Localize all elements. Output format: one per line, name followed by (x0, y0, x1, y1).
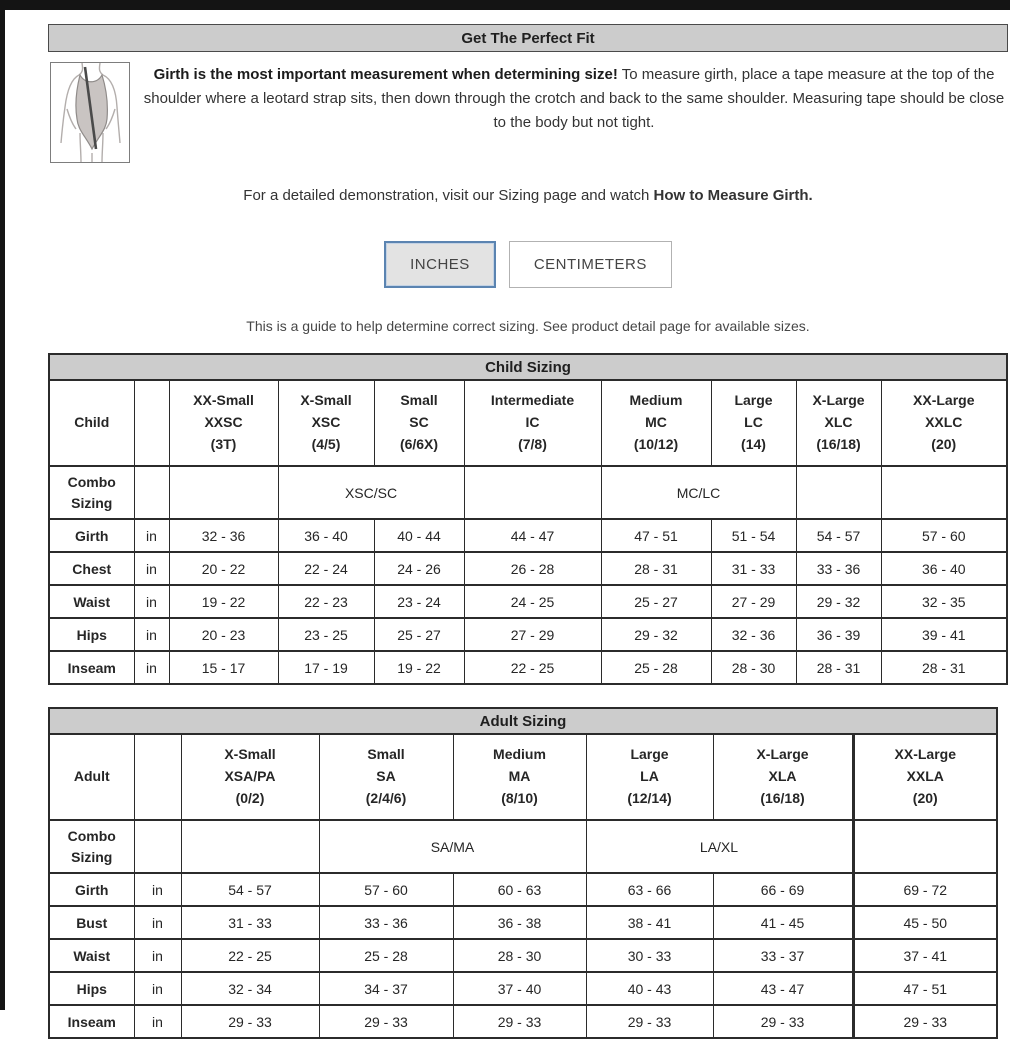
size-value: 69 - 72 (853, 873, 997, 906)
row-label: Waist (49, 939, 134, 972)
guide-text: This is a guide to help determine correct sizing. See product detail page for available sizes. (246, 318, 810, 334)
size-value: 33 - 36 (319, 906, 453, 939)
size-code: XSC (311, 414, 341, 431)
size-value: 25 - 27 (601, 585, 711, 618)
size-value: 27 - 29 (711, 585, 796, 618)
inches-button[interactable]: INCHES (384, 241, 496, 288)
table-row (49, 906, 997, 939)
size-column-header (278, 380, 374, 466)
size-value: 66 - 69 (713, 873, 853, 906)
girth-instructions-rest: To measure girth, place a tape measure at the top of the shoulder where a leotard strap sits, then down through the crotch and back to the same shoulder. Measuring tape should be close to the body but not tight. (143, 66, 1005, 131)
demo-line (48, 187, 1008, 204)
size-value: 32 - 36 (711, 618, 796, 651)
size-value: 22 - 25 (464, 651, 601, 684)
size-code: XLC (824, 414, 853, 431)
combo-sizing-label: Combo Sizing (49, 466, 134, 519)
size-num: (2/4/6) (365, 789, 407, 806)
size-value: 32 - 35 (881, 585, 1007, 618)
adult-table-title: Adult Sizing (49, 708, 997, 734)
size-value: 29 - 32 (601, 618, 711, 651)
size-value: 29 - 32 (796, 585, 881, 618)
size-column-header (181, 734, 319, 820)
size-name: Large (734, 392, 773, 409)
size-column-header (319, 734, 453, 820)
empty-cell (181, 820, 319, 873)
size-value: 25 - 28 (319, 939, 453, 972)
size-num: (0/2) (235, 789, 265, 806)
size-num: (8/10) (501, 789, 538, 806)
demo-bold: How to Measure Girth. (653, 187, 813, 204)
unit-toggle (48, 241, 1008, 288)
size-value: 24 - 26 (374, 552, 464, 585)
size-value: 23 - 25 (278, 618, 374, 651)
size-value: 29 - 33 (853, 1005, 997, 1038)
size-name: Medium (629, 392, 683, 409)
row-label: Inseam (49, 651, 134, 684)
row-label: Chest (49, 552, 134, 585)
size-name: XX-Small (193, 392, 254, 409)
size-value: 32 - 34 (181, 972, 319, 1005)
size-value: 54 - 57 (181, 873, 319, 906)
size-num: (16/18) (760, 789, 805, 806)
size-value: 34 - 37 (319, 972, 453, 1005)
combo-group: SA/MA (319, 820, 586, 873)
unit-cell: in (134, 939, 181, 972)
size-code: MA (508, 768, 531, 785)
size-value: 28 - 30 (453, 939, 586, 972)
size-value: 47 - 51 (601, 519, 711, 552)
size-value: 57 - 60 (881, 519, 1007, 552)
size-value: 25 - 28 (601, 651, 711, 684)
size-value: 31 - 33 (711, 552, 796, 585)
unit-header-cell (134, 734, 181, 820)
combo-group: LA/XL (586, 820, 853, 873)
size-num: (4/5) (311, 435, 341, 452)
child-combo-row (49, 466, 1007, 519)
unit-cell: in (134, 651, 169, 684)
size-code: XXLC (925, 414, 963, 431)
size-code: LC (744, 414, 763, 431)
girth-instructions (140, 63, 1008, 135)
size-value: 39 - 41 (881, 618, 1007, 651)
size-value: 28 - 31 (601, 552, 711, 585)
size-value: 36 - 38 (453, 906, 586, 939)
size-value: 24 - 25 (464, 585, 601, 618)
size-value: 40 - 44 (374, 519, 464, 552)
adult-row-header: Adult (49, 734, 134, 820)
size-value: 20 - 23 (169, 618, 278, 651)
unit-cell: in (134, 519, 169, 552)
row-label: Waist (49, 585, 134, 618)
adult-header-row (49, 734, 997, 820)
size-value: 37 - 41 (853, 939, 997, 972)
size-name: Small (400, 392, 438, 409)
size-value: 32 - 36 (169, 519, 278, 552)
size-num: (14) (741, 435, 766, 452)
size-column-header (796, 380, 881, 466)
size-name: Large (630, 746, 669, 763)
size-value: 28 - 31 (881, 651, 1007, 684)
centimeters-button[interactable]: CENTIMETERS (509, 241, 672, 288)
size-column-header (169, 380, 278, 466)
size-name: XX-Large (894, 746, 956, 763)
screen-edge-top (0, 0, 1010, 10)
size-num: (7/8) (518, 435, 547, 452)
size-num: (3T) (210, 435, 237, 452)
combo-group: MC/LC (601, 466, 796, 519)
size-code: XXLA (906, 768, 944, 785)
size-value: 37 - 40 (453, 972, 586, 1005)
row-label: Inseam (49, 1005, 134, 1038)
row-label: Bust (49, 906, 134, 939)
size-code: XSA/PA (224, 768, 276, 785)
size-value: 47 - 51 (853, 972, 997, 1005)
size-column-header (586, 734, 713, 820)
size-column-header (453, 734, 586, 820)
size-value: 41 - 45 (713, 906, 853, 939)
size-value: 63 - 66 (586, 873, 713, 906)
unit-header-cell (134, 380, 169, 466)
size-column-header (601, 380, 711, 466)
table-row (49, 618, 1007, 651)
page-title: Get The Perfect Fit (48, 24, 1008, 52)
unit-cell: in (134, 585, 169, 618)
empty-cell (169, 466, 278, 519)
size-value: 29 - 33 (319, 1005, 453, 1038)
size-value: 38 - 41 (586, 906, 713, 939)
size-value: 29 - 33 (181, 1005, 319, 1038)
size-column-header (853, 734, 997, 820)
size-name: XX-Large (913, 392, 975, 409)
empty-cell (881, 466, 1007, 519)
size-code: LA (640, 768, 659, 785)
size-code: XLA (768, 768, 797, 785)
unit-cell: in (134, 906, 181, 939)
table-row (49, 585, 1007, 618)
size-value: 17 - 19 (278, 651, 374, 684)
leotard-figure-icon (51, 63, 129, 162)
size-value: 36 - 40 (881, 552, 1007, 585)
size-column-header (881, 380, 1007, 466)
girth-instructions-bold: Girth is the most important measurement when determining size! (153, 66, 618, 83)
size-num: (6/6X) (399, 435, 439, 452)
table-row (49, 651, 1007, 684)
combo-group: XSC/SC (278, 466, 464, 519)
size-value: 43 - 47 (713, 972, 853, 1005)
unit-cell: in (134, 552, 169, 585)
size-value: 44 - 47 (464, 519, 601, 552)
row-label: Hips (49, 972, 134, 1005)
table-row (49, 519, 1007, 552)
size-value: 23 - 24 (374, 585, 464, 618)
child-header-row (49, 380, 1007, 466)
size-value: 15 - 17 (169, 651, 278, 684)
empty-cell (853, 820, 997, 873)
size-value: 45 - 50 (853, 906, 997, 939)
unit-cell: in (134, 873, 181, 906)
size-name: X-Large (812, 392, 865, 409)
table-row (49, 873, 997, 906)
size-code: MC (645, 414, 667, 431)
combo-sizing-label: Combo Sizing (49, 820, 134, 873)
row-label: Girth (49, 519, 134, 552)
screen-edge-left (0, 0, 5, 1010)
adult-sizing-table (48, 707, 998, 1039)
size-value: 33 - 36 (796, 552, 881, 585)
row-label: Hips (49, 618, 134, 651)
size-value: 22 - 23 (278, 585, 374, 618)
unit-cell: in (134, 972, 181, 1005)
size-code: IC (525, 414, 540, 431)
empty-cell (464, 466, 601, 519)
size-column-header (711, 380, 796, 466)
demo-text: For a detailed demonstration, visit our Sizing page and watch (243, 187, 654, 204)
size-name: X-Small (224, 746, 276, 763)
size-name: Intermediate (490, 392, 575, 409)
adult-table-title-row (49, 708, 997, 734)
size-value: 60 - 63 (453, 873, 586, 906)
size-value: 22 - 25 (181, 939, 319, 972)
size-value: 28 - 31 (796, 651, 881, 684)
size-value: 19 - 22 (169, 585, 278, 618)
size-value: 51 - 54 (711, 519, 796, 552)
size-name: Medium (493, 746, 546, 763)
table-row (49, 552, 1007, 585)
size-code: XXSC (204, 414, 243, 431)
child-table-title-row (49, 354, 1007, 380)
size-value: 29 - 33 (453, 1005, 586, 1038)
size-value: 29 - 33 (586, 1005, 713, 1038)
size-name: X-Large (756, 746, 809, 763)
size-value: 27 - 29 (464, 618, 601, 651)
size-value: 26 - 28 (464, 552, 601, 585)
size-value: 57 - 60 (319, 873, 453, 906)
size-value: 22 - 24 (278, 552, 374, 585)
table-row (49, 939, 997, 972)
size-num: (10/12) (633, 435, 679, 452)
child-sizing-table (48, 353, 1008, 685)
unit-cell: in (134, 618, 169, 651)
size-value: 19 - 22 (374, 651, 464, 684)
size-value: 33 - 37 (713, 939, 853, 972)
size-value: 20 - 22 (169, 552, 278, 585)
size-value: 36 - 39 (796, 618, 881, 651)
adult-combo-row (49, 820, 997, 873)
child-row-header: Child (49, 380, 134, 466)
unit-cell: in (134, 1005, 181, 1038)
size-value: 25 - 27 (374, 618, 464, 651)
empty-cell (796, 466, 881, 519)
row-label: Girth (49, 873, 134, 906)
size-name: X-Small (300, 392, 352, 409)
table-row (49, 972, 997, 1005)
size-column-header (464, 380, 601, 466)
size-column-header (374, 380, 464, 466)
size-value: 29 - 33 (713, 1005, 853, 1038)
size-num: (16/18) (816, 435, 861, 452)
empty-cell (134, 820, 181, 873)
size-value: 36 - 40 (278, 519, 374, 552)
size-value: 28 - 30 (711, 651, 796, 684)
size-value: 30 - 33 (586, 939, 713, 972)
empty-cell (134, 466, 169, 519)
size-value: 54 - 57 (796, 519, 881, 552)
size-name: Small (367, 746, 405, 763)
size-column-header (713, 734, 853, 820)
leotard-girth-diagram (50, 62, 130, 163)
size-code: SA (376, 768, 396, 785)
size-code: SC (409, 414, 429, 431)
sizing-page (48, 24, 1008, 1039)
intro-section (48, 62, 1008, 163)
size-value: 31 - 33 (181, 906, 319, 939)
size-value: 40 - 43 (586, 972, 713, 1005)
size-num: (12/14) (627, 789, 672, 806)
child-table-title: Child Sizing (49, 354, 1007, 380)
size-num: (20) (912, 789, 938, 806)
size-num: (20) (931, 435, 957, 452)
